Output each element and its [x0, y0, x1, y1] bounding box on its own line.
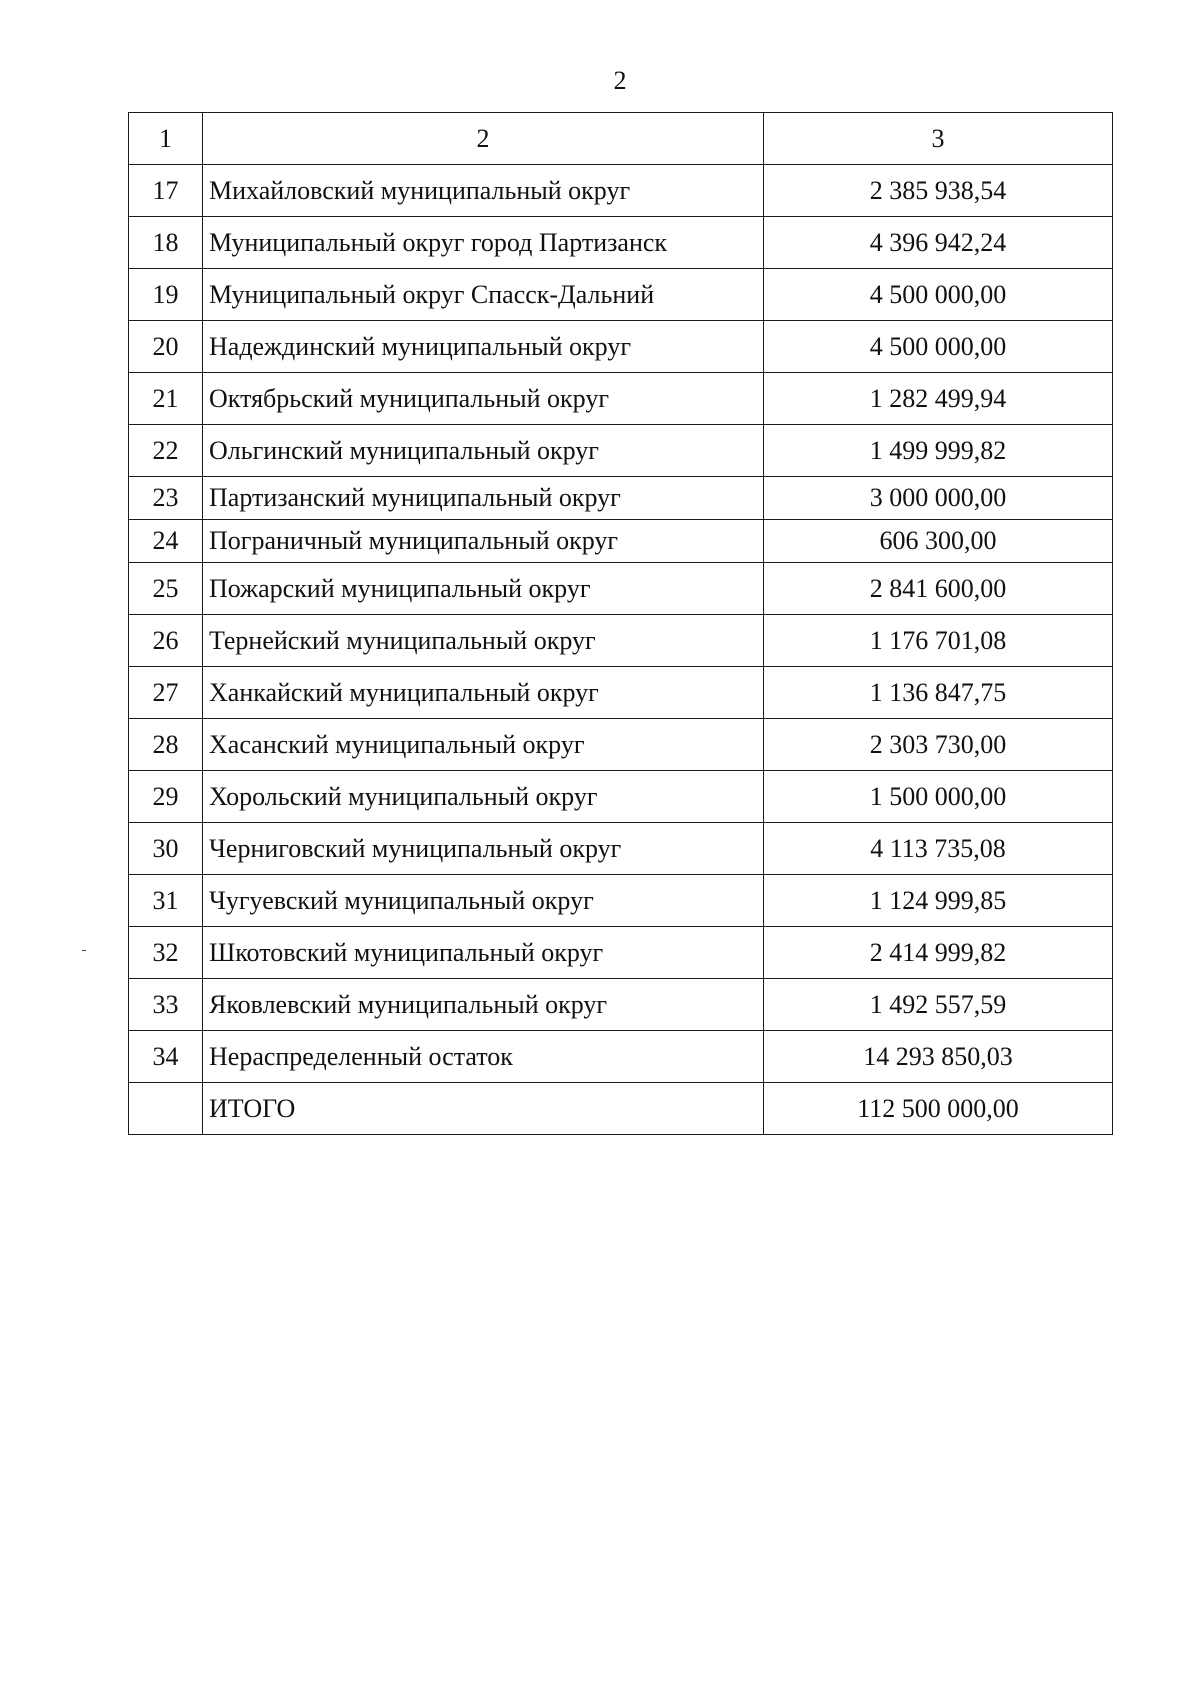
row-number: 30 [129, 823, 203, 875]
table-header-row [129, 113, 1113, 165]
amount: 4 113 735,08 [764, 823, 1113, 875]
district-name: Хорольский муниципальный округ [203, 771, 764, 823]
allocation-table [128, 112, 1113, 1135]
amount: 1 499 999,82 [764, 425, 1113, 477]
row-number: 26 [129, 615, 203, 667]
row-number: 29 [129, 771, 203, 823]
district-name: Муниципальный округ город Партизанск [203, 217, 764, 269]
row-number: 32 [129, 927, 203, 979]
table-row [129, 615, 1113, 667]
table-row [129, 563, 1113, 615]
row-number: 28 [129, 719, 203, 771]
district-name: Хасанский муниципальный округ [203, 719, 764, 771]
table-row [129, 165, 1113, 217]
district-name: Яковлевский муниципальный округ [203, 979, 764, 1031]
page-number: 2 [613, 66, 627, 95]
district-name: Ольгинский муниципальный округ [203, 425, 764, 477]
district-name: Муниципальный округ Спасск-Дальний [203, 269, 764, 321]
row-number: 33 [129, 979, 203, 1031]
row-number: 27 [129, 667, 203, 719]
table-row [129, 1031, 1113, 1083]
total-amount: 112 500 000,00 [764, 1083, 1113, 1135]
table-row [129, 875, 1113, 927]
table-row [129, 477, 1113, 520]
amount: 4 500 000,00 [764, 269, 1113, 321]
district-name: Чугуевский муниципальный округ [203, 875, 764, 927]
table-row [129, 667, 1113, 719]
amount: 1 282 499,94 [764, 373, 1113, 425]
total-number [129, 1083, 203, 1135]
district-name: Михайловский муниципальный округ [203, 165, 764, 217]
row-number: 23 [129, 477, 203, 520]
amount: 2 414 999,82 [764, 927, 1113, 979]
row-number: 21 [129, 373, 203, 425]
column-header-1: 1 [129, 113, 203, 165]
table-row [129, 373, 1113, 425]
row-number: 34 [129, 1031, 203, 1083]
row-number: 19 [129, 269, 203, 321]
amount: 2 841 600,00 [764, 563, 1113, 615]
table-row [129, 425, 1113, 477]
row-number: 20 [129, 321, 203, 373]
column-header-2: 2 [203, 113, 764, 165]
district-name: Черниговский муниципальный округ [203, 823, 764, 875]
amount: 1 124 999,85 [764, 875, 1113, 927]
amount: 3 000 000,00 [764, 477, 1113, 520]
amount: 4 500 000,00 [764, 321, 1113, 373]
district-name: Тернейский муниципальный округ [203, 615, 764, 667]
amount: 1 136 847,75 [764, 667, 1113, 719]
amount: 1 176 701,08 [764, 615, 1113, 667]
row-number: 18 [129, 217, 203, 269]
district-name: Пожарский муниципальный округ [203, 563, 764, 615]
district-name: Октябрьский муниципальный округ [203, 373, 764, 425]
district-name: Пограничный муниципальный округ [203, 520, 764, 563]
table-row [129, 771, 1113, 823]
district-name: Нераспределенный остаток [203, 1031, 764, 1083]
amount: 606 300,00 [764, 520, 1113, 563]
table-row [129, 520, 1113, 563]
amount: 4 396 942,24 [764, 217, 1113, 269]
amount: 1 500 000,00 [764, 771, 1113, 823]
row-number: 17 [129, 165, 203, 217]
table-row [129, 979, 1113, 1031]
table-row [129, 719, 1113, 771]
district-name: Шкотовский муниципальный округ [203, 927, 764, 979]
total-row [129, 1083, 1113, 1135]
row-number: 25 [129, 563, 203, 615]
table-row [129, 823, 1113, 875]
district-name: Партизанский муниципальный округ [203, 477, 764, 520]
table-row [129, 269, 1113, 321]
row-number: 22 [129, 425, 203, 477]
total-label: ИТОГО [203, 1083, 764, 1135]
table-row [129, 217, 1113, 269]
column-header-3: 3 [764, 113, 1113, 165]
row-number: 24 [129, 520, 203, 563]
amount: 2 385 938,54 [764, 165, 1113, 217]
table-row [129, 321, 1113, 373]
district-name: Ханкайский муниципальный округ [203, 667, 764, 719]
table-row [129, 927, 1113, 979]
amount: 1 492 557,59 [764, 979, 1113, 1031]
amount: 2 303 730,00 [764, 719, 1113, 771]
amount: 14 293 850,03 [764, 1031, 1113, 1083]
scan-mark [82, 950, 86, 951]
district-name: Надеждинский муниципальный округ [203, 321, 764, 373]
row-number: 31 [129, 875, 203, 927]
